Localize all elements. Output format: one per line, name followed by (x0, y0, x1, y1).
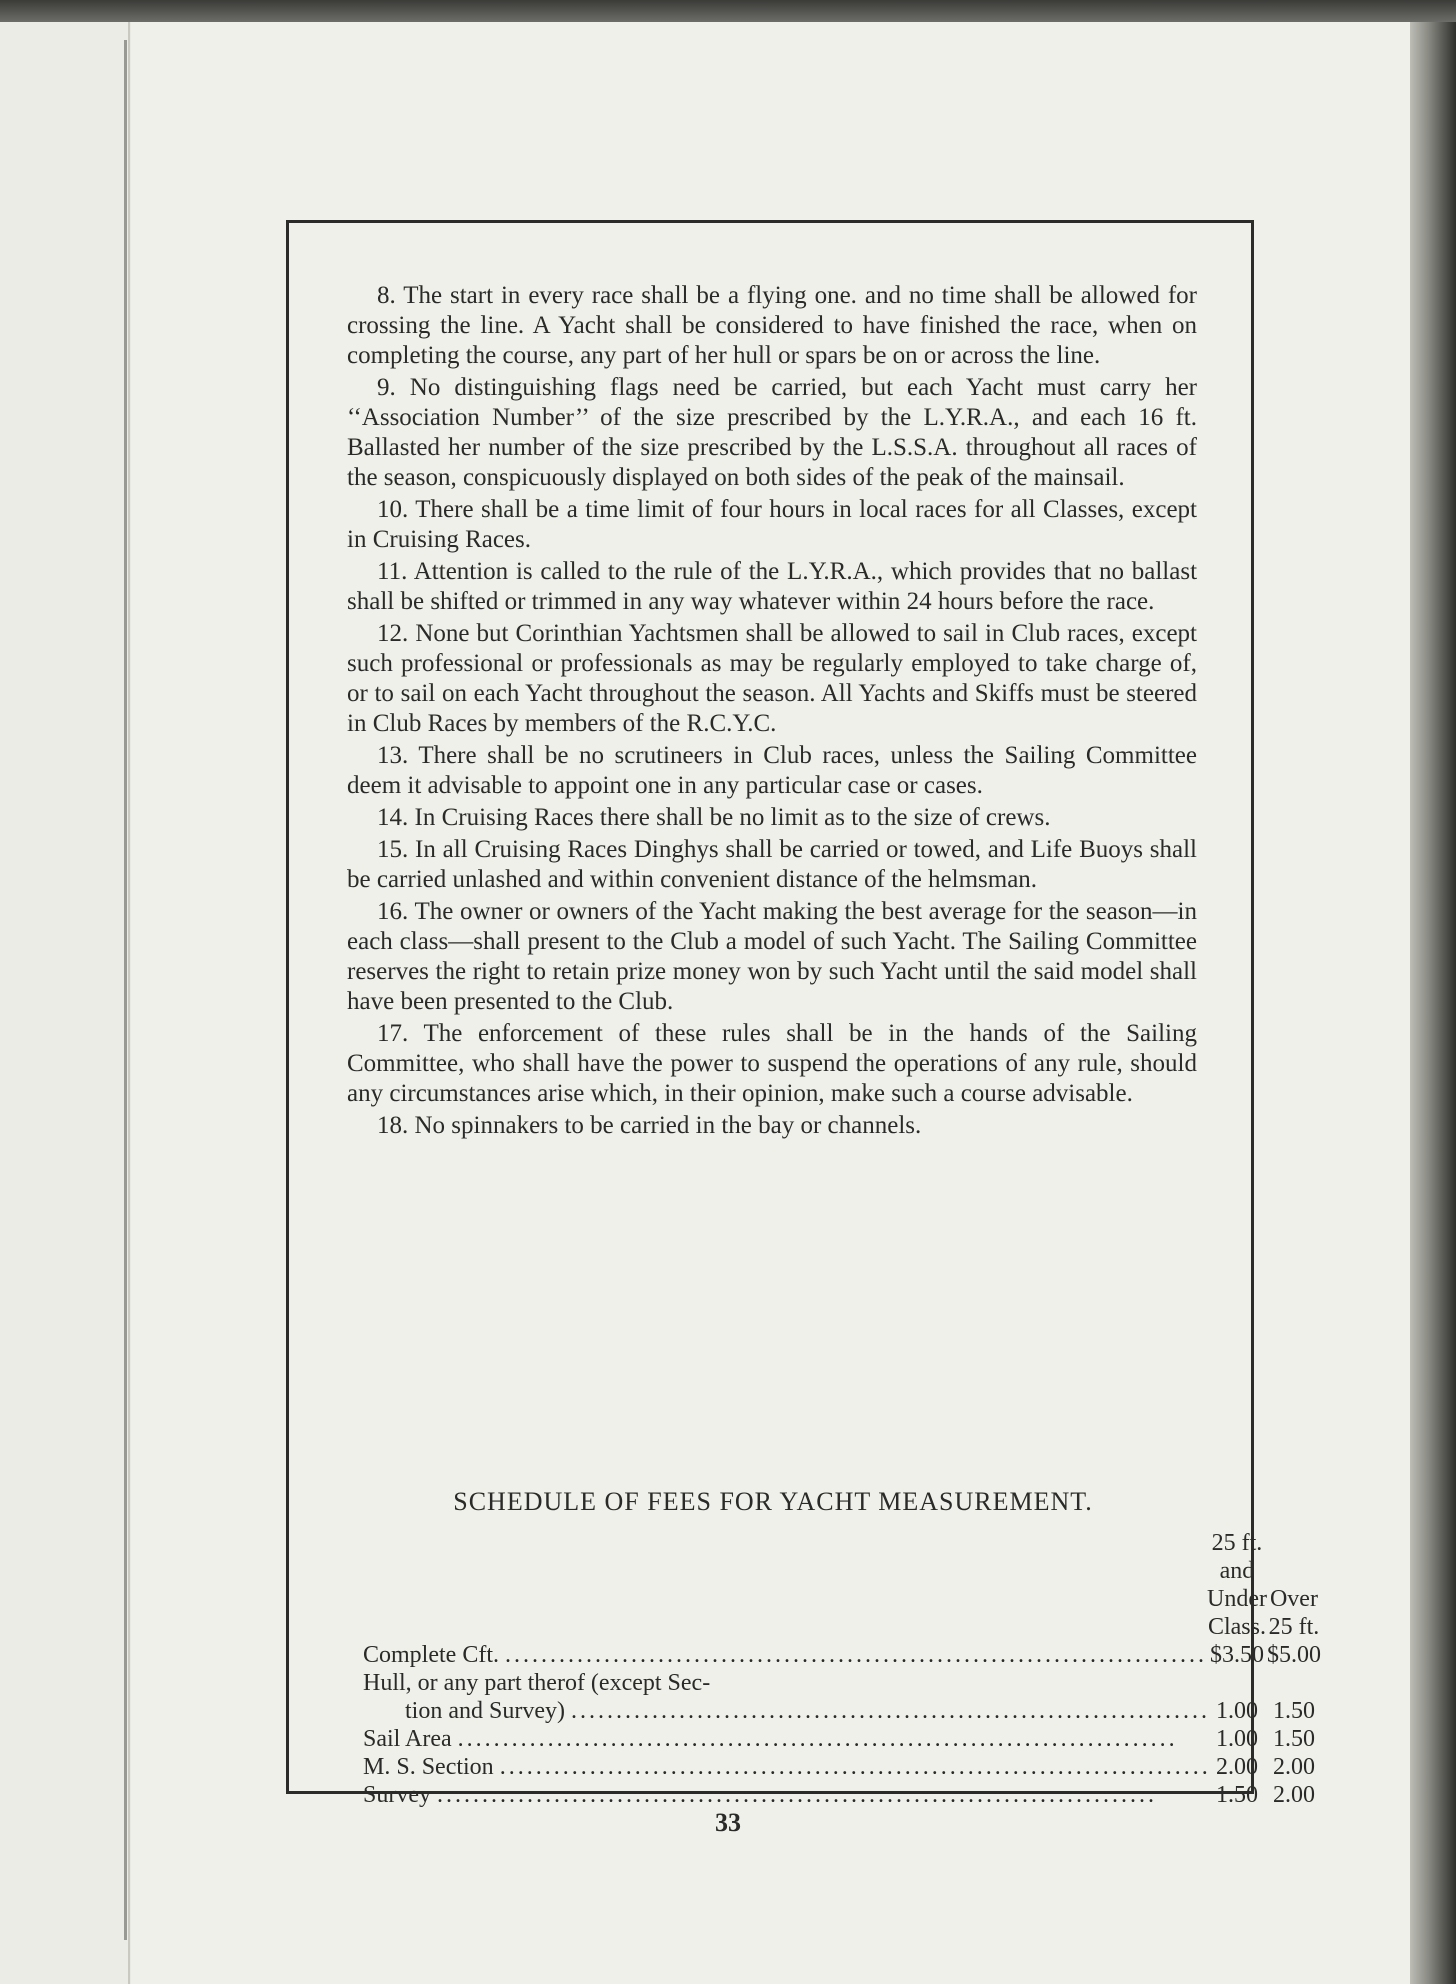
rule-17 (347, 1019, 1197, 1109)
fee-item: Complete Cft. (363, 1642, 499, 1668)
rule-text: The start in every race shall be a flying one. and no time shall be allowed for crossing the line. A Yacht shall be considered to have finished the race, when on completing the course, any part of her hull or spars be on or across the line. (347, 282, 1197, 369)
rule-text: No distinguishing flags need be carried, but each Yacht must carry her ‘‘Association Number’’ of the size prescribed by the L.Y.R.A., and each 16 ft. Ballasted her number of the size prescribed by the L.S.S.A. throughout all races of the season, conspicuously displayed on both sides of the peak of the mainsail. (347, 374, 1197, 491)
rule-text: In all Cruising Races Dinghys shall be carried or towed, and Life Buoys shall be carried unlashed and within convenient distance of the helmsman. (347, 836, 1197, 893)
rule-14 (347, 803, 1197, 833)
rule-number: 9. (377, 374, 396, 401)
fee-over: $5.00 (1266, 1642, 1321, 1668)
rule-text: There shall be no scrutineers in Club races, unless the Sailing Committee deem it advisable to appoint one in any particular case or cases. (347, 742, 1197, 799)
rule-16 (347, 897, 1197, 1017)
fee-item-continued: tion and Survey) (405, 1698, 565, 1724)
table-row (363, 1725, 1321, 1753)
leader-dots (437, 1781, 1207, 1809)
rule-number: 10. (377, 496, 409, 523)
rule-number: 14. (377, 804, 409, 831)
table-row (363, 1781, 1321, 1809)
rule-9 (347, 373, 1197, 493)
leader-dots (458, 1725, 1207, 1753)
page-number: 33 (715, 1808, 741, 1837)
rule-8 (347, 281, 1197, 371)
fee-item: Hull, or any part therof (except Sec- (363, 1670, 711, 1696)
rule-number: 11. (377, 558, 408, 585)
fee-over: 1.50 (1272, 1698, 1315, 1724)
rule-number: 15. (377, 836, 409, 863)
schedule-title: SCHEDULE OF FEES FOR YACHT MEASUREMENT. (453, 1487, 1093, 1516)
rules-list (347, 281, 1197, 1143)
rule-11 (347, 557, 1197, 617)
leader-dots (571, 1697, 1207, 1725)
fee-over: 2.00 (1272, 1754, 1315, 1780)
book-gutter (124, 40, 127, 1940)
scanner-top-band (0, 0, 1456, 22)
fee-under: 1.00 (1215, 1726, 1258, 1752)
rule-number: 18. (377, 1112, 409, 1139)
rule-text: None but Corinthian Yachtsmen shall be allowed to sail in Club races, except such professional or professionals as may be regularly employed to take charge of, or to sail on each Yacht throughout the season. All Yachts and Skiffs must be steered in Club Races by members of the R.C.Y.C. (347, 620, 1198, 737)
rule-number: 16. (377, 898, 409, 925)
rule-text: The owner or owners of the Yacht making the best average for the season—in each class—shall present to the Club a model of such Yacht. The Sailing Committee reserves the right to retain prize money won by such Yacht until the said model shall have been presented to the Club. (347, 898, 1197, 1015)
facing-page (0, 22, 130, 1984)
col-header-over: Over 25 ft. (1268, 1586, 1320, 1640)
table-row (363, 1641, 1321, 1669)
fee-schedule-table (363, 1529, 1321, 1809)
col-header-under-line2: Under Class. (1206, 1586, 1267, 1640)
table-row (363, 1753, 1321, 1781)
table-row (363, 1669, 1321, 1697)
table-header-row (363, 1585, 1321, 1641)
rule-13 (347, 741, 1197, 801)
rules-frame (286, 220, 1321, 1808)
leader-dots (500, 1753, 1207, 1781)
rule-text: There shall be a time limit of four hours in local races for all Classes, except in Cruising Races. (347, 496, 1197, 553)
fee-item: Survey (363, 1782, 431, 1808)
rule-number: 13. (377, 742, 409, 769)
fee-item: M. S. Section (363, 1754, 494, 1780)
rule-18 (347, 1111, 1197, 1141)
fee-under: 1.50 (1215, 1782, 1258, 1808)
rule-text: No spinnakers to be carried in the bay or channels. (414, 1112, 922, 1139)
leader-dots (505, 1641, 1207, 1669)
table-header-row (363, 1529, 1321, 1585)
fee-under: 1.00 (1215, 1698, 1258, 1724)
fee-over: 2.00 (1272, 1782, 1315, 1808)
rule-number: 17. (377, 1020, 409, 1047)
rule-12 (347, 619, 1197, 739)
fee-over: 1.50 (1272, 1726, 1315, 1752)
col-header-under-line1: 25 ft. and (1211, 1530, 1263, 1584)
rule-text: Attention is called to the rule of the L.Y.R.A., which provides that no ballast shall be shifted or trimmed in any way whatever within 24 hours before the race. (347, 558, 1198, 615)
rule-text: In Cruising Races there shall be no limit as to the size of crews. (414, 804, 1051, 831)
fee-item: Sail Area (363, 1726, 452, 1752)
rule-text: The enforcement of these rules shall be in the hands of the Sailing Committee, who shall have the power to suspend the operations of any rule, should any circumstances arise which, in their opinion, make such a course advisable. (347, 1020, 1197, 1107)
page-edge (1410, 22, 1456, 1984)
rule-number: 12. (377, 620, 409, 647)
rule-15 (347, 835, 1197, 895)
table-row (363, 1697, 1321, 1725)
fee-under: $3.50 (1209, 1642, 1264, 1668)
fee-under: 2.00 (1215, 1754, 1258, 1780)
rule-number: 8. (377, 282, 396, 309)
rule-10 (347, 495, 1197, 555)
